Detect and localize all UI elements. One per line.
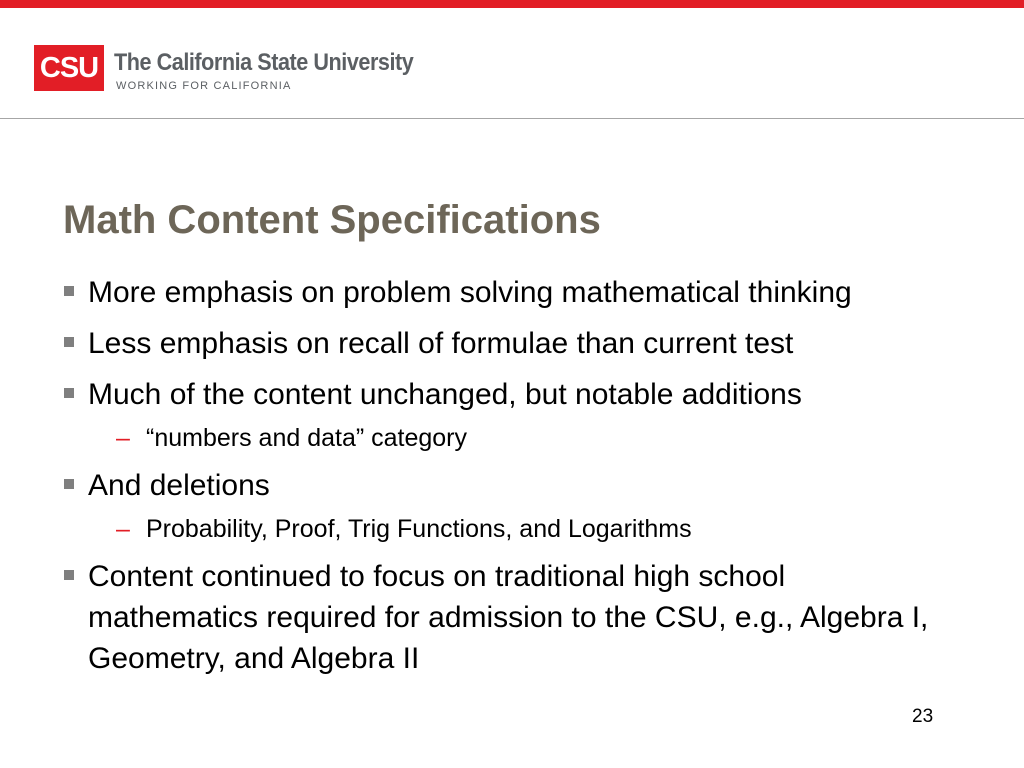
logo-name: The California State University bbox=[114, 49, 414, 76]
sub-bullet-text: Probability, Proof, Trig Functions, and Logarithms bbox=[146, 515, 692, 543]
bullet-list bbox=[62, 272, 982, 689]
square-bullet-icon bbox=[64, 286, 74, 296]
bullet-item bbox=[62, 272, 982, 313]
logo-tagline: WORKING FOR CALIFORNIA bbox=[116, 80, 292, 92]
header-divider bbox=[0, 118, 1024, 119]
bullet-item bbox=[62, 465, 982, 506]
bullet-item bbox=[62, 323, 982, 364]
bullet-text: Content continued to focus on traditional high school mathematics required for admission to the CSU, e.g., Algebra I, Geometry, and Algebra II bbox=[88, 560, 929, 675]
bullet-text: And deletions bbox=[88, 469, 270, 502]
dash-bullet-icon: – bbox=[116, 424, 130, 452]
square-bullet-icon bbox=[64, 337, 74, 347]
square-bullet-icon bbox=[64, 388, 74, 398]
sub-bullet-text: “numbers and data” category bbox=[146, 424, 468, 452]
square-bullet-icon bbox=[64, 479, 74, 489]
top-accent-bar bbox=[0, 0, 1024, 8]
bullet-text: More emphasis on problem solving mathematical thinking bbox=[88, 276, 852, 309]
logo-mark: CSU bbox=[34, 45, 104, 91]
bullet-item bbox=[62, 374, 982, 415]
sub-bullet-item bbox=[62, 421, 982, 455]
square-bullet-icon bbox=[64, 570, 74, 580]
dash-bullet-icon: – bbox=[116, 515, 130, 543]
bullet-text: Much of the content unchanged, but notable additions bbox=[88, 378, 802, 411]
bullet-text: Less emphasis on recall of formulae than current test bbox=[88, 327, 794, 360]
sub-bullet-item bbox=[62, 512, 982, 546]
slide-title: Math Content Specifications bbox=[63, 198, 601, 242]
page-number: 23 bbox=[912, 706, 934, 727]
bullet-item bbox=[62, 556, 982, 679]
